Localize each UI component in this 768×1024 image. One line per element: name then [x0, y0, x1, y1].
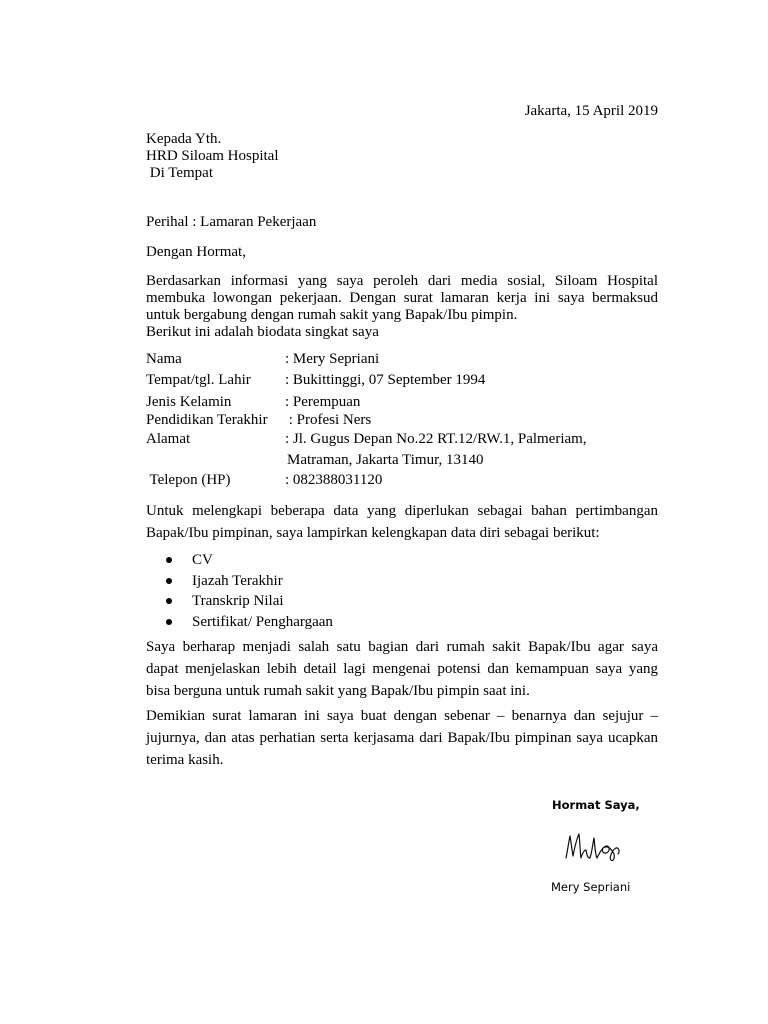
hope-line-1: Saya berharap menjadi salah satu bagian dari rumah sakit Bapak/Ibu agar saya	[146, 639, 658, 655]
hope-line-3: bisa berguna untuk rumah sakit yang Bapak/Ibu pimpin saat ini.	[146, 683, 530, 699]
attachments-intro-line-1: Untuk melengkapi beberapa data yang diperlukan sebagai bahan pertimbangan	[146, 503, 658, 519]
recipient-line-2: HRD Siloam Hospital	[146, 148, 279, 164]
hope-paragraph	[146, 636, 658, 702]
bio-label-education: Pendidikan Terakhir	[146, 412, 268, 428]
list-item: Ijazah Terakhir	[166, 571, 333, 592]
closing-line-3: terima kasih.	[146, 752, 224, 768]
closing-line-2: jujurnya, dan atas perhatian serta kerjasama dari Bapak/Ibu pimpinan saya ucapkan	[146, 730, 658, 746]
bio-label-address: Alamat	[146, 431, 191, 447]
intro-line-2: membuka lowongan pekerjaan. Dengan surat lamaran kerja ini saya bermaksud	[146, 290, 658, 306]
signature-block	[540, 788, 658, 918]
bio-value-gender: : Perempuan	[285, 394, 361, 410]
bullet-icon	[166, 578, 172, 584]
list-item: Transkrip Nilai	[166, 591, 333, 612]
bio-label-phone: Telepon (HP)	[146, 472, 231, 488]
bullet-icon	[166, 557, 172, 563]
signature-title: Hormat Saya,	[552, 798, 640, 812]
bio-value-education: : Profesi Ners	[285, 412, 372, 428]
list-item: CV	[166, 550, 333, 571]
attachments-list	[166, 550, 333, 632]
signature-name: Mery Sepriani	[551, 880, 631, 894]
letter-greeting: Dengan Hormat,	[146, 244, 246, 260]
bullet-icon	[166, 598, 172, 604]
bio-value-birth: : Bukittinggi, 07 September 1994	[285, 372, 486, 388]
letter-date: Jakarta, 15 April 2019	[524, 103, 658, 119]
bullet-icon	[166, 619, 172, 625]
signature-scribble-icon	[560, 828, 630, 868]
closing-line-1: Demikian surat lamaran ini saya buat dengan sebenar – benarnya dan sejujur –	[146, 708, 658, 724]
intro-line-1: Berdasarkan informasi yang saya peroleh dari media sosial, Siloam Hospital	[146, 273, 658, 289]
intro-line-4: Berikut ini adalah biodata singkat saya	[146, 324, 379, 340]
bio-value-phone: : 082388031120	[285, 472, 383, 488]
intro-line-3: untuk bergabung dengan rumah sakit yang Bapak/Ibu pimpin.	[146, 307, 518, 323]
letter-subject: Perihal : Lamaran Pekerjaan	[146, 214, 317, 230]
closing-paragraph	[146, 705, 658, 771]
bio-value-address-2: Matraman, Jakarta Timur, 13140	[287, 452, 484, 468]
list-item: Sertifikat/ Penghargaan	[166, 612, 333, 633]
bio-value-address: : Jl. Gugus Depan No.22 RT.12/RW.1, Palmeriam,	[285, 431, 587, 447]
hope-line-2: dapat menjelaskan lebih detail lagi mengenai potensi dan kemampuan saya yang	[146, 661, 658, 677]
recipient-line-1: Kepada Yth.	[146, 131, 222, 147]
recipient-line-3: Di Tempat	[146, 165, 213, 181]
attachments-intro-line-2: Bapak/Ibu pimpinan, saya lampirkan kelengkapan data diri sebagai berikut:	[146, 525, 600, 541]
bio-label-gender: Jenis Kelamin	[146, 394, 232, 410]
bio-label-birth: Tempat/tgl. Lahir	[146, 372, 251, 388]
bio-label-name: Nama	[146, 351, 182, 367]
bio-value-name: : Mery Sepriani	[285, 351, 380, 367]
